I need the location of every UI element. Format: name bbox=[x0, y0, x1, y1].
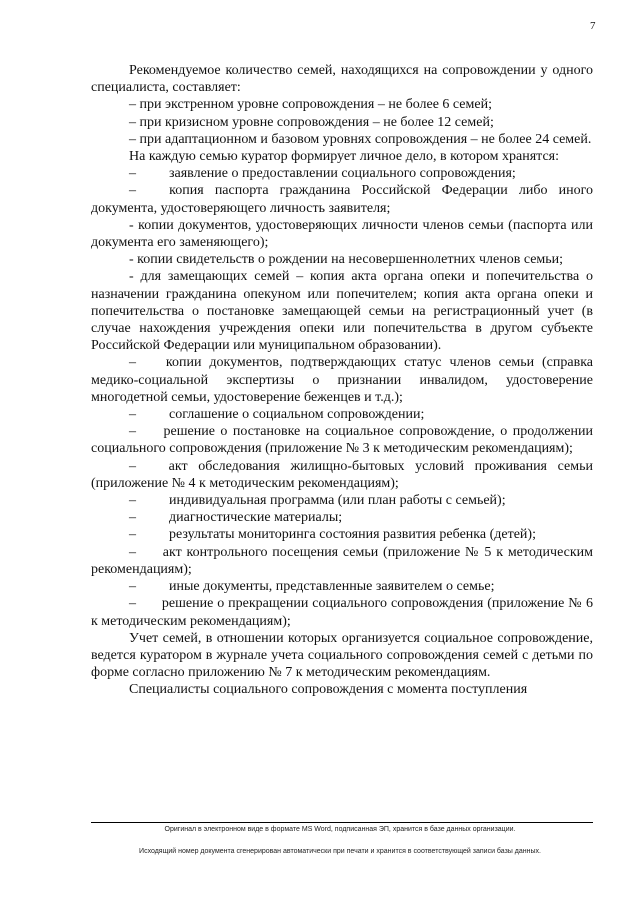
paragraph-adaptation-level: – при адаптационном и базовом уровнях сопровождения – не более 24 семей. bbox=[129, 131, 592, 147]
list-item-text: акт обследования жилищно-бытовых условий проживания семьи (приложение № 4 к методическим рекомендациям); bbox=[91, 458, 593, 491]
list-item bbox=[91, 526, 593, 543]
list-item bbox=[91, 595, 593, 629]
list-item-text: иные документы, представленные заявителем о семье; bbox=[169, 579, 495, 595]
dash-marker: – bbox=[129, 579, 136, 595]
list-item: - для замещающих семей – копия акта органа опеки и попечительства о назначении гражданина опекуном или попечителем; копия акта органа опеки и попечительства о постановке замещающей семьи на регистрационный учет (в случае нахождения учреждения опеки или попечительства в другом субъекте Российской Федерации или муниципальном образовании). bbox=[91, 269, 593, 354]
paragraph-emergency-level: – при экстренном уровне сопровождения – не более 6 семей; bbox=[129, 97, 492, 113]
dash-marker: – bbox=[129, 458, 136, 474]
list-item bbox=[91, 492, 593, 509]
dash-marker: – bbox=[129, 544, 136, 560]
dash-marker: – bbox=[129, 424, 136, 440]
dash-marker: – bbox=[129, 166, 136, 182]
dash-marker: – bbox=[129, 596, 136, 612]
list-item bbox=[91, 182, 593, 216]
list-item-text: результаты мониторинга состояния развития ребенка (детей); bbox=[169, 527, 536, 543]
list-item-text: копия паспорта гражданина Российской Федерации либо иного документа, удостоверяющего личность заявителя; bbox=[91, 183, 594, 216]
paragraph-personal-file: На каждую семью куратор формирует личное дело, в котором хранятся: bbox=[129, 149, 559, 165]
list-item bbox=[91, 458, 593, 492]
list-item-text: копии документов, подтверждающих статус членов семьи (справка медико-социальной экспертизы о признании инвалидом, удостоверение многодетной семьи, удостоверение беженцев и т.д.); bbox=[91, 355, 593, 405]
paragraph-family-count: Рекомендуемое количество семей, находящихся на сопровождении у одного специалиста, составляет: bbox=[91, 63, 593, 96]
list-item-text: заявление о предоставлении социального сопровождения; bbox=[169, 166, 516, 182]
page-number: 7 bbox=[590, 20, 596, 32]
document-body bbox=[91, 62, 593, 699]
list-item bbox=[91, 544, 593, 578]
list-item bbox=[91, 423, 593, 457]
list-item: - копии свидетельств о рождении на несовершеннолетних членов семьи; bbox=[129, 252, 564, 268]
dash-marker: – bbox=[129, 527, 136, 543]
list-item-text: решение о прекращении социального сопровождения (приложение № 6 к методическим рекомендациям); bbox=[91, 596, 593, 629]
list-item bbox=[91, 509, 593, 526]
list-item bbox=[91, 406, 593, 423]
dash-marker: – bbox=[129, 493, 136, 509]
list-item bbox=[91, 578, 593, 595]
list-item-text: индивидуальная программа (или план работы с семьей); bbox=[169, 493, 506, 509]
list-item bbox=[91, 165, 593, 182]
footer-note-number: Исходящий номер документа сгенерирован автоматически при печати и хранится в соответствующей записи базы данных. bbox=[139, 848, 541, 855]
footer-divider bbox=[91, 822, 593, 823]
paragraph-crisis-level: – при кризисном уровне сопровождения – не более 12 семей; bbox=[129, 114, 494, 130]
dash-marker: – bbox=[129, 510, 136, 526]
list-item bbox=[91, 354, 593, 406]
list-item-text: акт контрольного посещения семьи (приложение № 5 к методическим рекомендациям); bbox=[91, 544, 594, 577]
paragraph-specialists: Специалисты социального сопровождения с момента поступления bbox=[129, 682, 528, 698]
list-item-text: соглашение о социальном сопровождении; bbox=[169, 407, 425, 423]
list-item-text: диагностические материалы; bbox=[169, 510, 343, 526]
list-item-text: решение о постановке на социальное сопровождение, о продолжении социального сопровождения (приложение № 3 к методическим рекомендациям); bbox=[91, 424, 593, 457]
dash-marker: – bbox=[129, 355, 136, 371]
dash-marker: – bbox=[129, 407, 136, 423]
list-item: - копии документов, удостоверяющих личности членов семьи (паспорта или документа его заменяющего); bbox=[91, 217, 593, 251]
footer-note-original: Оригинал в электронном виде в формате MS Word, подписанная ЭП, хранится в базе данных организации. bbox=[164, 826, 516, 833]
dash-marker: – bbox=[129, 183, 136, 199]
paragraph-accounting: Учет семей, в отношении которых организуется социальное сопровождение, ведется куратором в журнале учета социального сопровождения семей с детьми по форме согласно приложению № 7 к методическим рекомендациям. bbox=[91, 630, 593, 681]
